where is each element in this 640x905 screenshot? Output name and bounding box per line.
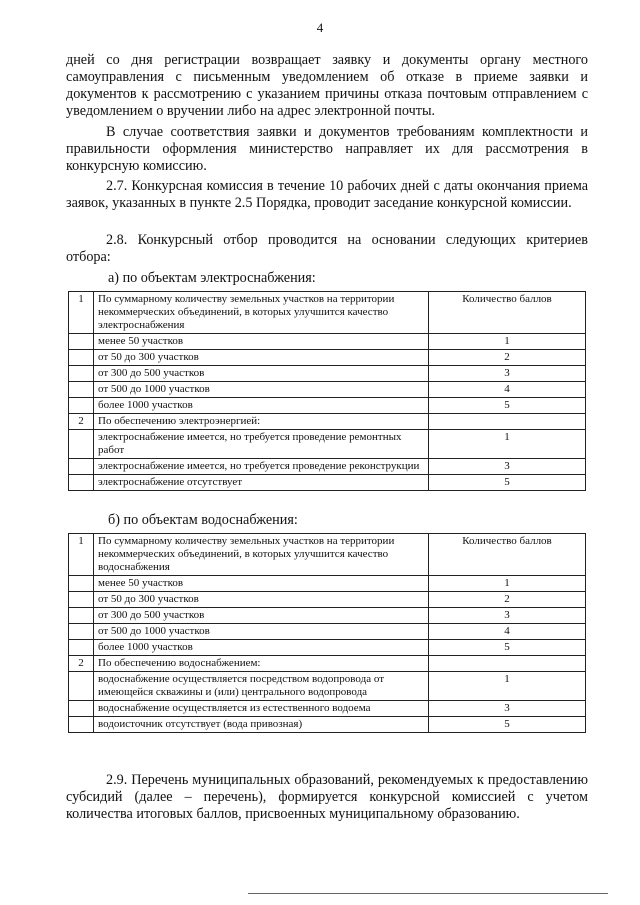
criterion-score: 1 [429,430,586,459]
criterion-score: 3 [429,459,586,475]
table-row [69,592,586,608]
table-row [69,717,586,733]
criterion-score: 4 [429,624,586,640]
score-column-header: Количество баллов [429,534,586,576]
table-row [69,701,586,717]
table-row [69,334,586,350]
criterion-score: 3 [429,701,586,717]
criterion-option: водоснабжение осуществляется посредством водопровода от имеющейся скважины и (или) центрального водопровода [94,672,429,701]
criterion-score: 3 [429,608,586,624]
criterion-option: электроснабжение отсутствует [94,475,429,491]
criterion-score: 2 [429,350,586,366]
criterion-title: По обеспечению водоснабжением: [94,656,429,672]
criterion-score: 2 [429,592,586,608]
criterion-option: от 500 до 1000 участков [94,624,429,640]
section-b-heading: б) по объектам водоснабжения: [108,512,298,528]
criterion-option: менее 50 участков [94,334,429,350]
criterion-option: от 500 до 1000 участков [94,382,429,398]
electricity-criteria-table [68,291,586,491]
criterion-title: По обеспечению электроэнергией: [94,414,429,430]
section-a-heading: а) по объектам электроснабжения: [108,270,316,286]
criterion-option: электроснабжение имеется, но требуется проведение реконструкции [94,459,429,475]
table-row [69,656,586,672]
criterion-option: менее 50 участков [94,576,429,592]
criterion-score: 5 [429,717,586,733]
criterion-score: 3 [429,366,586,382]
criterion-option: от 300 до 500 участков [94,366,429,382]
table-row [69,672,586,701]
paragraph-commission-referral: В случае соответствия заявки и документов требованиям комплектности и правильности оформления министерство направляет их для рассмотрения в конкурсную комиссию. [66,124,588,174]
table-row [69,414,586,430]
table-row [69,640,586,656]
criterion-number: 2 [69,414,94,430]
criterion-title: По суммарному количеству земельных участков на территории некоммерческих объединений, в которых улучшится качество водоснабжения [94,534,429,576]
page-number: 4 [316,20,324,35]
score-column-header: Количество баллов [429,292,586,334]
paragraph-2-7: 2.7. Конкурсная комиссия в течение 10 рабочих дней с даты окончания приема заявок, указанных в пункте 2.5 Порядка, проводит заседание конкурсной комиссии. [66,178,588,211]
criterion-option: электроснабжение имеется, но требуется проведение ремонтных работ [94,430,429,459]
criterion-score: 1 [429,672,586,701]
table-row [69,398,586,414]
criterion-option: от 50 до 300 участков [94,350,429,366]
criterion-score: 1 [429,334,586,350]
paragraph-2-8: 2.8. Конкурсный отбор проводится на основании следующих критериев отбора: [66,232,588,265]
paragraph-2-9: 2.9. Перечень муниципальных образований, рекомендуемых к предоставлению субсидий (далее – перечень), формируется конкурсной комиссией с учетом количества итоговых баллов, присвоенных муниципальному образованию. [66,772,588,822]
table-row [69,430,586,459]
criterion-number: 1 [69,292,94,334]
table-row [69,459,586,475]
table-row [69,292,586,334]
criterion-title: По суммарному количеству земельных участков на территории некоммерческих объединений, в которых улучшится качество электроснабжения [94,292,429,334]
criterion-number: 2 [69,656,94,672]
bottom-divider [248,893,608,894]
criterion-score: 4 [429,382,586,398]
table-row [69,366,586,382]
table-row [69,382,586,398]
table-row [69,624,586,640]
criterion-option: более 1000 участков [94,640,429,656]
criterion-option: водоисточник отсутствует (вода привозная) [94,717,429,733]
criterion-option: от 300 до 500 участков [94,608,429,624]
table-row [69,475,586,491]
water-criteria-table [68,533,586,733]
paragraph-return-documents: дней со дня регистрации возвращает заявку и документы органу местного самоуправления с письменным уведомлением об отказе в приеме заявки и документов к рассмотрению с указанием причины отказа почтовым отправлением с уведомлением о вручении либо на адрес электронной почты. [66,52,588,119]
criterion-option: от 50 до 300 участков [94,592,429,608]
table-row [69,576,586,592]
criterion-option: водоснабжение осуществляется из естественного водоема [94,701,429,717]
table-row [69,534,586,576]
criterion-score: 5 [429,475,586,491]
criterion-score: 5 [429,640,586,656]
criterion-score: 1 [429,576,586,592]
table-row [69,350,586,366]
criterion-score: 5 [429,398,586,414]
criterion-number: 1 [69,534,94,576]
criterion-option: более 1000 участков [94,398,429,414]
table-row [69,608,586,624]
